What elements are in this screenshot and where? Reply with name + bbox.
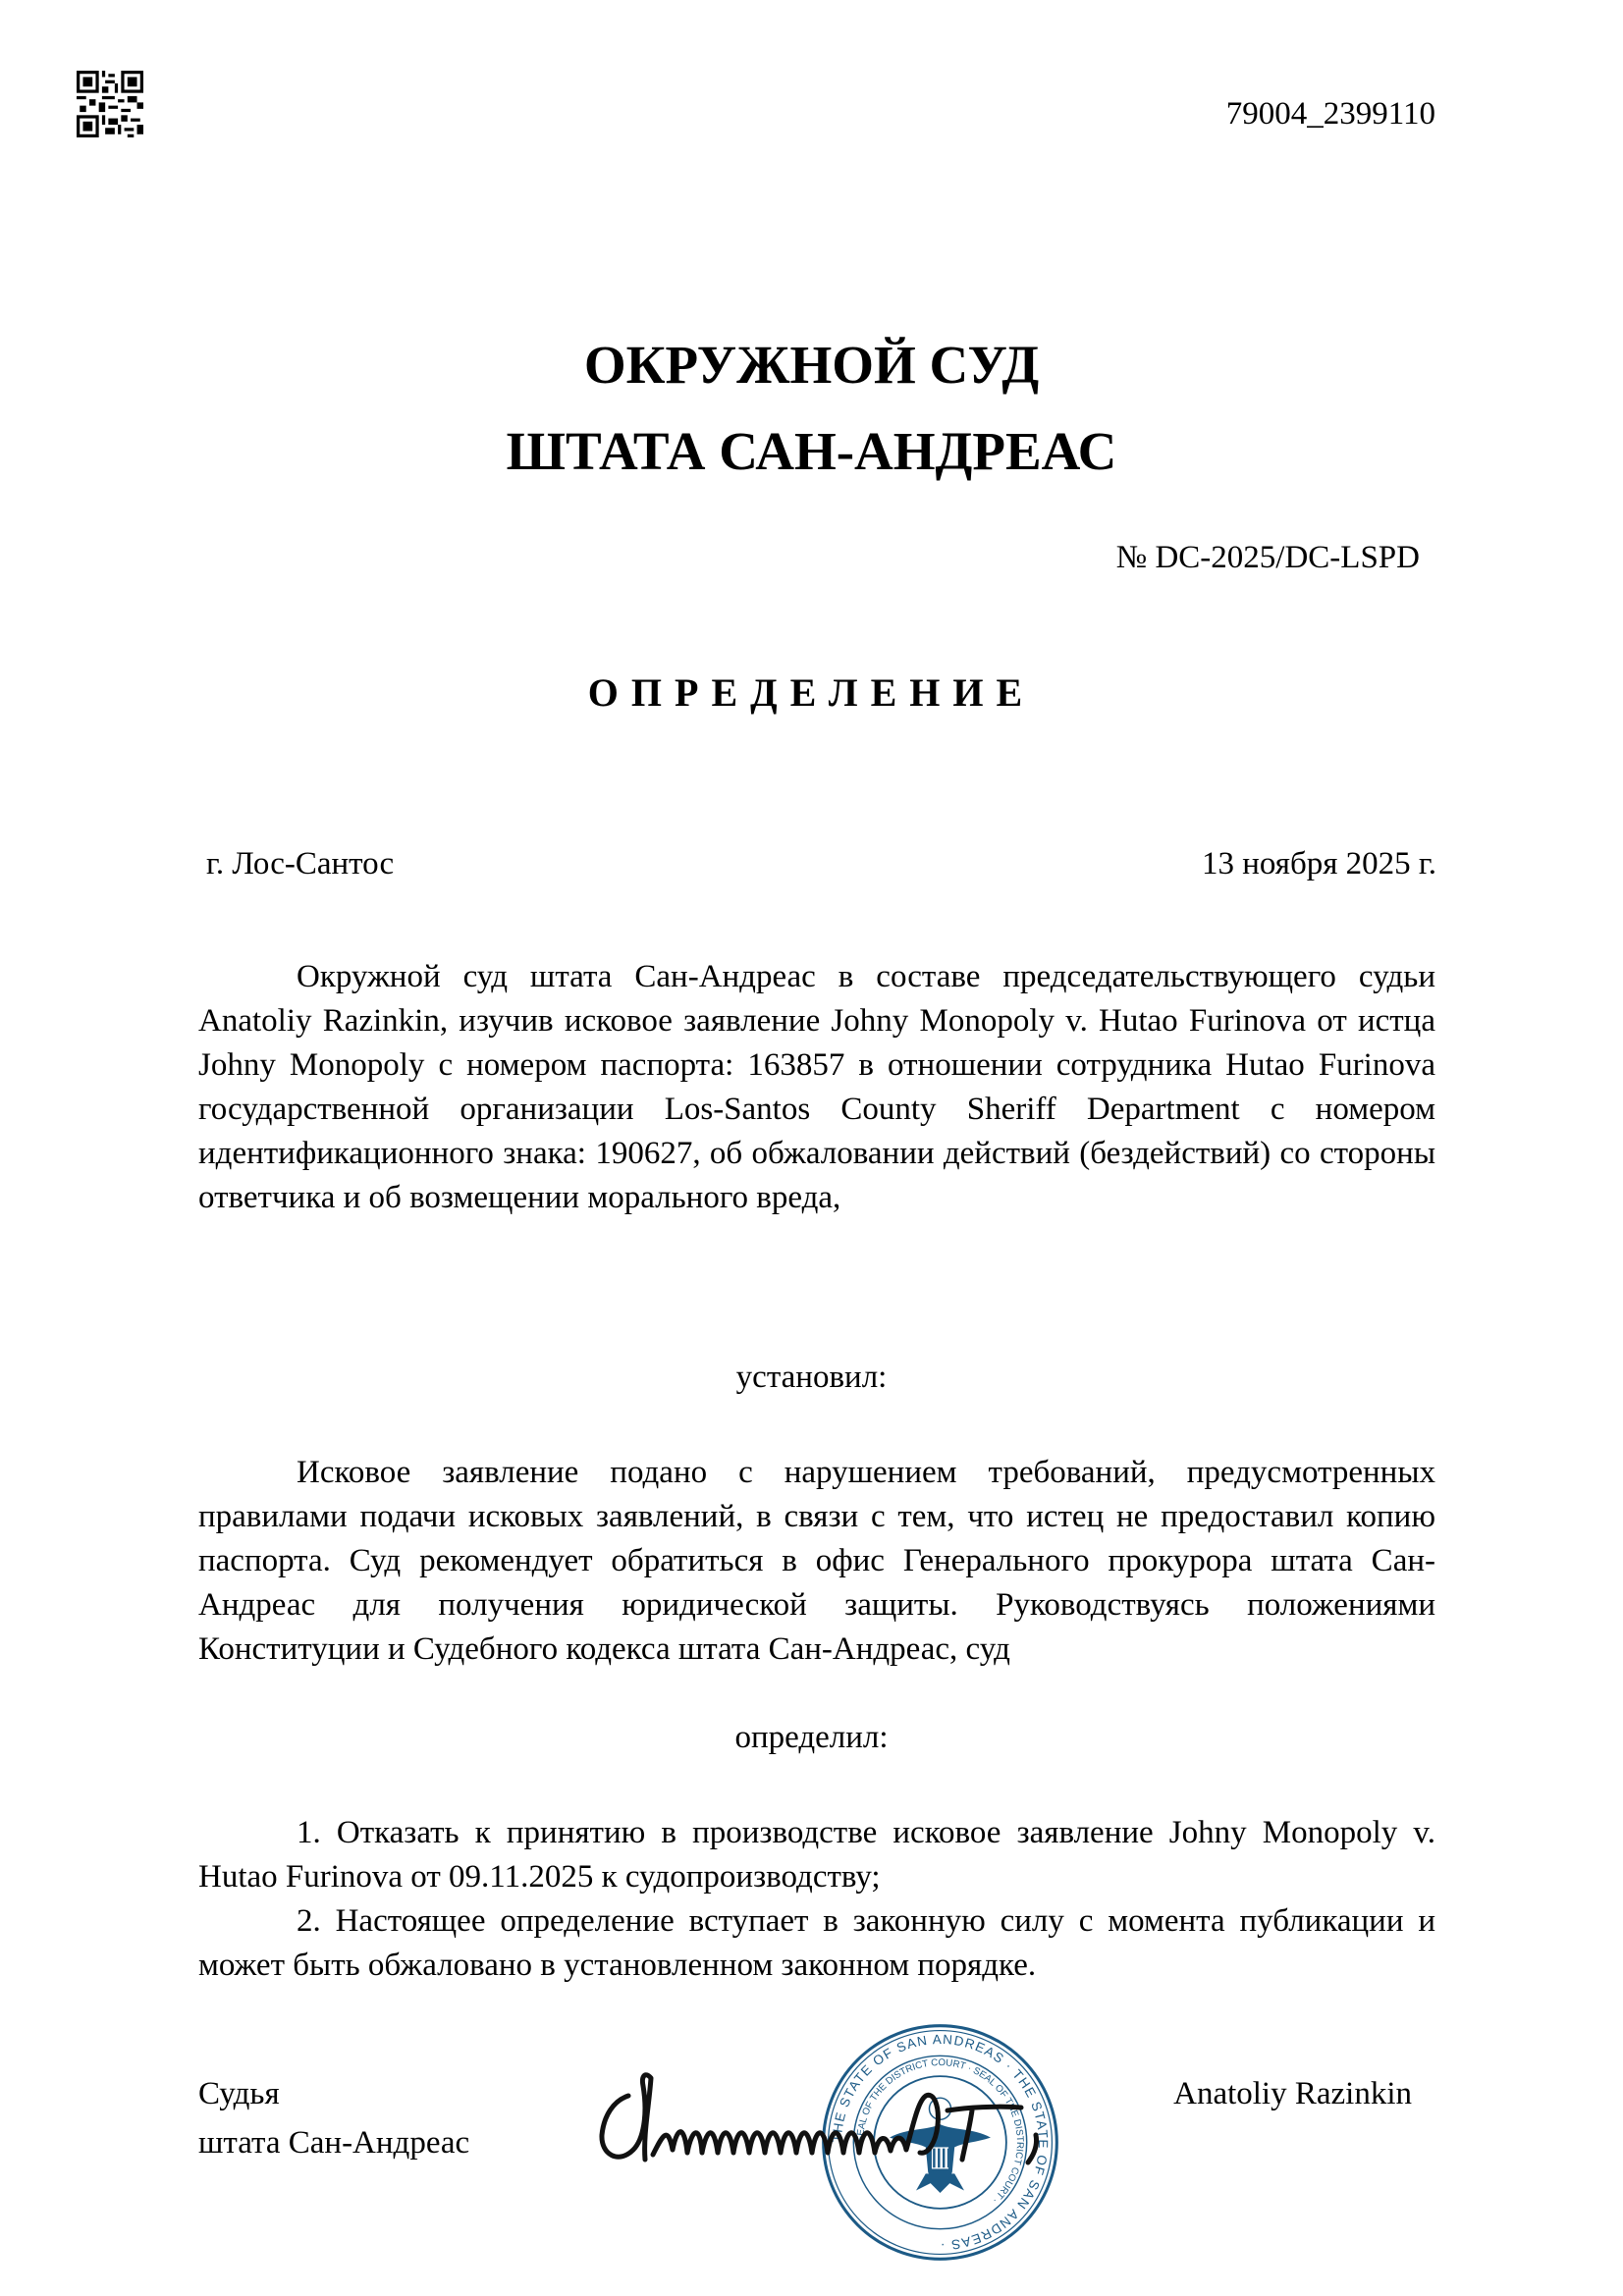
case-number: № DC-2025/DC-LSPD: [1115, 540, 1420, 575]
seal-outer-text: THE STATE OF SAN ANDREAS · THE STATE OF SAN ANDREAS ·: [829, 2031, 1052, 2253]
judge-signature: [574, 2056, 1105, 2194]
qr-code-icon: [77, 71, 143, 137]
judge-name: Anatoliy Razinkin: [1173, 2076, 1412, 2111]
ruling-item-2: 2. Настоящее определение вступает в законную силу с момента публикации и может быть обжаловано в установленном законном порядке.: [198, 1903, 1435, 1983]
document-heading: ОПРЕДЕЛЕНИЕ: [587, 670, 1036, 715]
determined-label: определил:: [734, 1720, 889, 1755]
seal-inner-text: SEAL OF THE DISTRICT COURT · SEAL OF THE DISTRICT COURT ·: [855, 2057, 1025, 2206]
reasoning-paragraph: Исковое заявление подано с нарушением требований, предусмотренных правилами подачи исковых заявлений, в связи с тем, что истец не предоставил копию паспорта. Суд рекомендует обратиться в офис Генерального прокурора штата Сан-Андреас для получения юридической защиты. Руководствуясь положениями Конституции и Судебного кодекса штата Сан-Андреас, суд: [198, 1455, 1435, 1667]
document-date: 13 ноября 2025 г.: [1202, 846, 1436, 881]
intro-paragraph: Окружной суд штата Сан-Андреас в составе председательствующего судьи Anatoliy Razinkin, изучив исковое заявление Johny Monopoly v. Hutao Furinova от истца Johny Monopoly с номером паспорта: 163857 в отношении сотрудника Hutao Furinova государственной организации Los-Santos County Sheriff Department с номером идентификационного знака: 190627, об обжаловании действий (бездействий) со стороны ответчика и об возмещении морального вреда,: [198, 959, 1435, 1215]
document-id: 79004_2399110: [1225, 96, 1435, 132]
ruling-item-1: 1. Отказать к принятию в производстве исковое заявление Johny Monopoly v. Hutao Furinova от 09.11.2025 к судопроизводству;: [198, 1815, 1435, 1895]
established-label: установил:: [735, 1360, 888, 1395]
signature-role-line1: Судья: [198, 2076, 280, 2111]
place: г. Лос-Сантос: [206, 846, 395, 881]
signature-role-line2: штата Сан-Андреас: [198, 2125, 470, 2161]
court-title-line2: ШТАТА САН-АНДРЕАС: [506, 421, 1117, 481]
court-title-line1: ОКРУЖНОЙ СУД: [583, 335, 1040, 395]
